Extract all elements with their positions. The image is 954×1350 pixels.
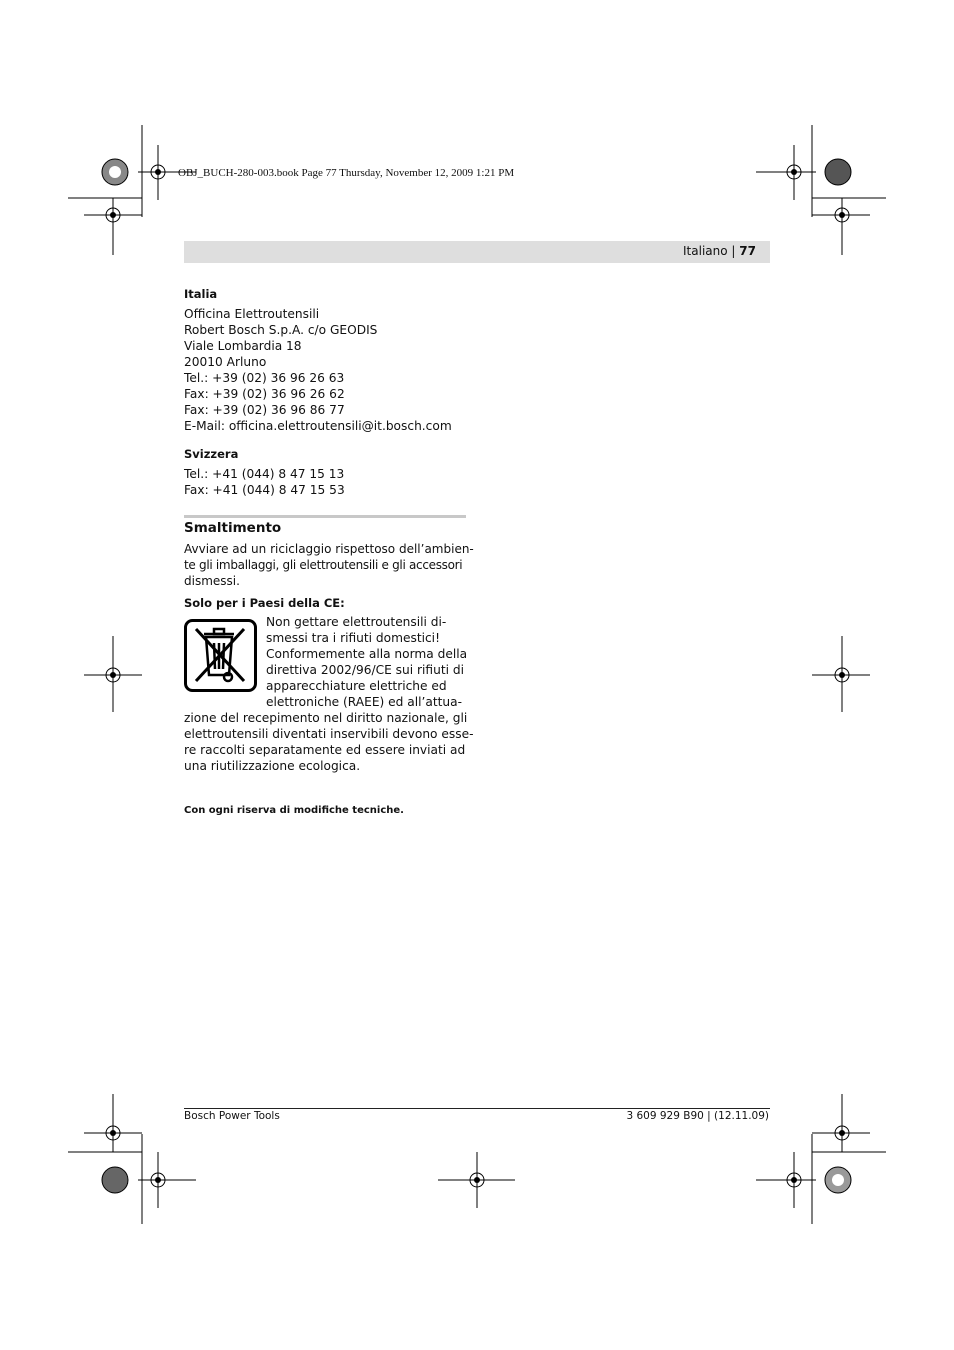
italia-line: 20010 Arluno (184, 355, 267, 369)
eu-subheading: Solo per i Paesi della CE: (184, 596, 345, 610)
italia-line: Viale Lombardia 18 (184, 339, 302, 353)
paragraph-line: elettroniche (RAEE) ed all’attua- (266, 695, 462, 709)
running-header-bar (184, 241, 770, 263)
disposal-intro (184, 541, 474, 589)
paragraph-line: Conformemente alla norma della (266, 647, 468, 661)
footer-doc-number: 3 609 929 B90 | (12.11.09) (626, 1110, 769, 1122)
paragraph-line: smessi tra i rifiuti domestici! (266, 631, 440, 645)
crossed-out-wheeled-bin-icon (184, 619, 257, 692)
page-number: 77 (739, 244, 756, 258)
svizzera-contacts (184, 466, 345, 498)
paragraph-line: direttiva 2002/96/CE sui rifiuti di (266, 663, 464, 677)
running-header (683, 244, 756, 258)
paragraph-line: te gli imballaggi, gli elettroutensili e gli accessori (184, 558, 463, 572)
italia-line: Robert Bosch S.p.A. c/o GEODIS (184, 323, 378, 337)
italia-line: Fax: +39 (02) 36 96 26 62 (184, 387, 345, 401)
paragraph-line: zione del recepimento nel diritto nazionale, gli (184, 711, 468, 725)
svizzera-line: Fax: +41 (044) 8 47 15 53 (184, 483, 345, 497)
weee-full-text (184, 710, 473, 774)
section-rule (184, 515, 466, 518)
italia-line: Tel.: +39 (02) 36 96 26 63 (184, 371, 345, 385)
reserve-note: Con ogni riserva di modifiche tecniche. (184, 805, 404, 816)
paragraph-line: una riutilizzazione ecologica. (184, 759, 361, 773)
paragraph-line: dismessi. (184, 574, 240, 588)
svizzera-heading: Svizzera (184, 447, 239, 461)
print-header: OBJ_BUCH-280-003.book Page 77 Thursday, November 12, 2009 1:21 PM (178, 167, 515, 179)
footer-brand: Bosch Power Tools (184, 1110, 280, 1122)
paragraph-line: elettroutensili diventati inservibili devono esse- (184, 727, 474, 741)
italia-line: Officina Elettroutensili (184, 307, 320, 321)
svizzera-line: Tel.: +41 (044) 8 47 15 13 (184, 467, 345, 481)
paragraph-line: Avviare ad un riciclaggio rispettoso dell’ambien- (184, 542, 474, 556)
italia-address (184, 306, 452, 434)
italia-heading: Italia (184, 287, 218, 301)
paragraph-line: apparecchiature elettriche ed (266, 679, 447, 693)
weee-side-text (266, 614, 467, 710)
footer-rule (184, 1108, 770, 1109)
paragraph-line: Non gettare elettroutensili di- (266, 615, 447, 629)
paragraph-line: re raccolti separatamente ed essere inviati ad (184, 743, 466, 757)
italia-email: E-Mail: officina.elettroutensili@it.bosch.com (184, 419, 452, 433)
header-separator: | (731, 244, 736, 258)
section-title: Smaltimento (184, 520, 282, 536)
header-language: Italiano (683, 244, 728, 258)
italia-line: Fax: +39 (02) 36 96 86 77 (184, 403, 345, 417)
